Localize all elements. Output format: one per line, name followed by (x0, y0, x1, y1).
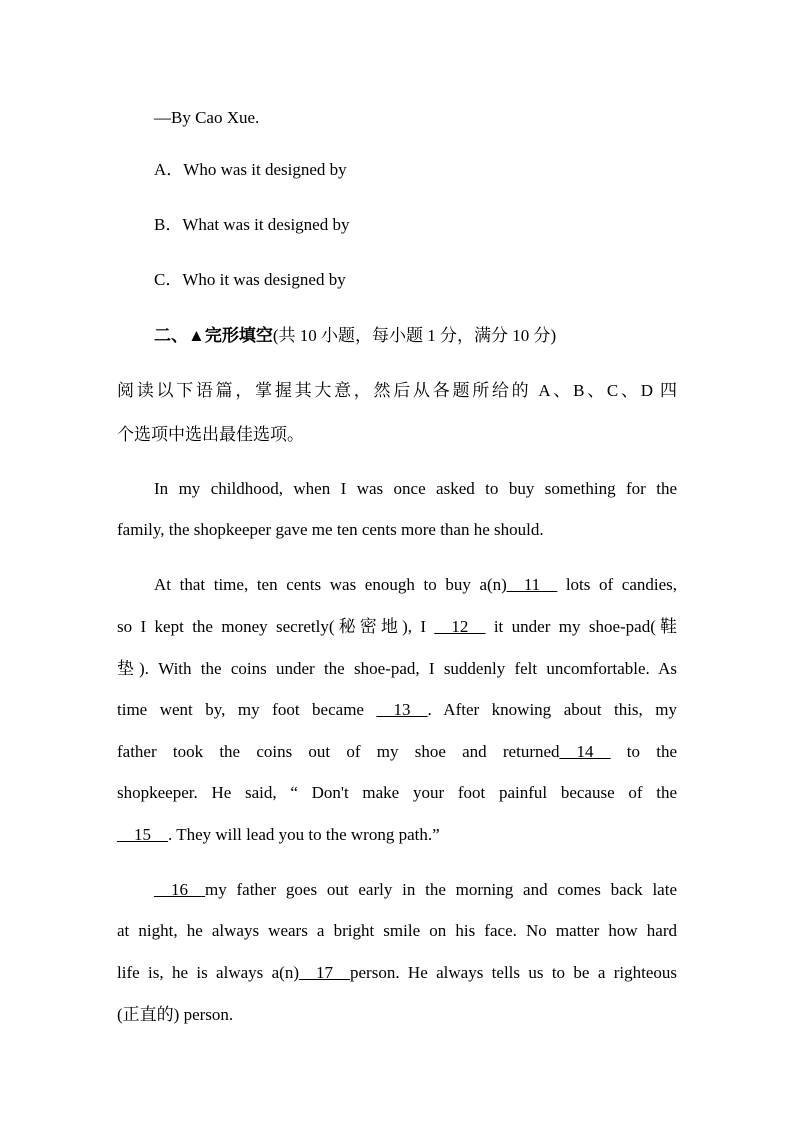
option-c: C．Who it was designed by (154, 270, 346, 289)
blank-13: __13__ (376, 700, 428, 719)
p2-line-2-text-b: it under my shoe-pad(鞋 (493, 617, 678, 636)
instruction-line-2: 个选项中选出最佳选项。 (117, 425, 304, 444)
p2-line-7-text: . They will lead you to the wrong path.” (168, 825, 440, 844)
p3-line-2: at night, he always wears a bright smile on his face. No matter how hard (117, 921, 677, 940)
p1-line-1: In my childhood, when I was once asked to buy something for the (154, 479, 677, 498)
section-heading (154, 325, 556, 347)
p2-line-1 (154, 574, 677, 596)
p2-line-1-text-a: At that time, ten cents was enough to buy a(n) (154, 575, 507, 594)
p2-line-2 (117, 616, 677, 638)
p2-line-4-text-a: time went by, my foot became (117, 700, 364, 719)
p2-line-4-text-b: . After knowing about this, my (427, 700, 678, 719)
p2-line-3: 垫). With the coins under the shoe-pad, I suddenly felt uncomfortable. As (117, 659, 677, 678)
p2-line-7 (117, 824, 440, 846)
p2-line-5-text-b: to the (626, 742, 678, 761)
section-heading-title: ▲完形填空 (188, 326, 273, 345)
blank-16: __16__ (154, 880, 205, 899)
p3-line-1 (154, 879, 677, 901)
p3-line-1-text: my father goes out early in the morning and comes back late (205, 880, 677, 899)
p2-line-2-text-a: so I kept the money secretly(秘密地), I (117, 617, 427, 636)
blank-17: __17__ (299, 963, 350, 982)
p2-line-1-text-b: lots of candies, (565, 575, 678, 594)
p3-line-3-text-a: life is, he is always a(n) (117, 963, 299, 982)
blank-11: __11__ (506, 575, 558, 594)
p1-line-2: family, the shopkeeper gave me ten cents more than he should. (117, 520, 544, 539)
section-heading-detail: (共 10 小题，每小题 1 分，满分 10 分) (272, 326, 557, 345)
p3-line-4: (正直的) person. (117, 1005, 234, 1024)
p3-line-3 (117, 962, 677, 984)
blank-14: __14__ (559, 742, 611, 761)
p2-line-5-text-a: father took the coins out of my shoe and returned (117, 742, 560, 761)
answer-line: —By Cao Xue. (154, 108, 260, 127)
p2-line-6: shopkeeper. He said, “ Don't make your foot painful because of the (117, 783, 677, 802)
p3-line-3-text-b: person. He always tells us to be a righteous (350, 963, 677, 982)
p2-line-5 (117, 741, 677, 763)
p2-line-4 (117, 699, 677, 721)
option-b: B．What was it designed by (154, 215, 350, 234)
blank-12: __12__ (434, 617, 486, 636)
section-heading-number: 二、 (154, 326, 188, 345)
blank-15: __15__ (117, 825, 168, 844)
option-a: A．Who was it designed by (154, 160, 347, 179)
instruction-line-1: 阅读以下语篇，掌握其大意，然后从各题所给的 A、B、C、D 四 (117, 381, 677, 400)
